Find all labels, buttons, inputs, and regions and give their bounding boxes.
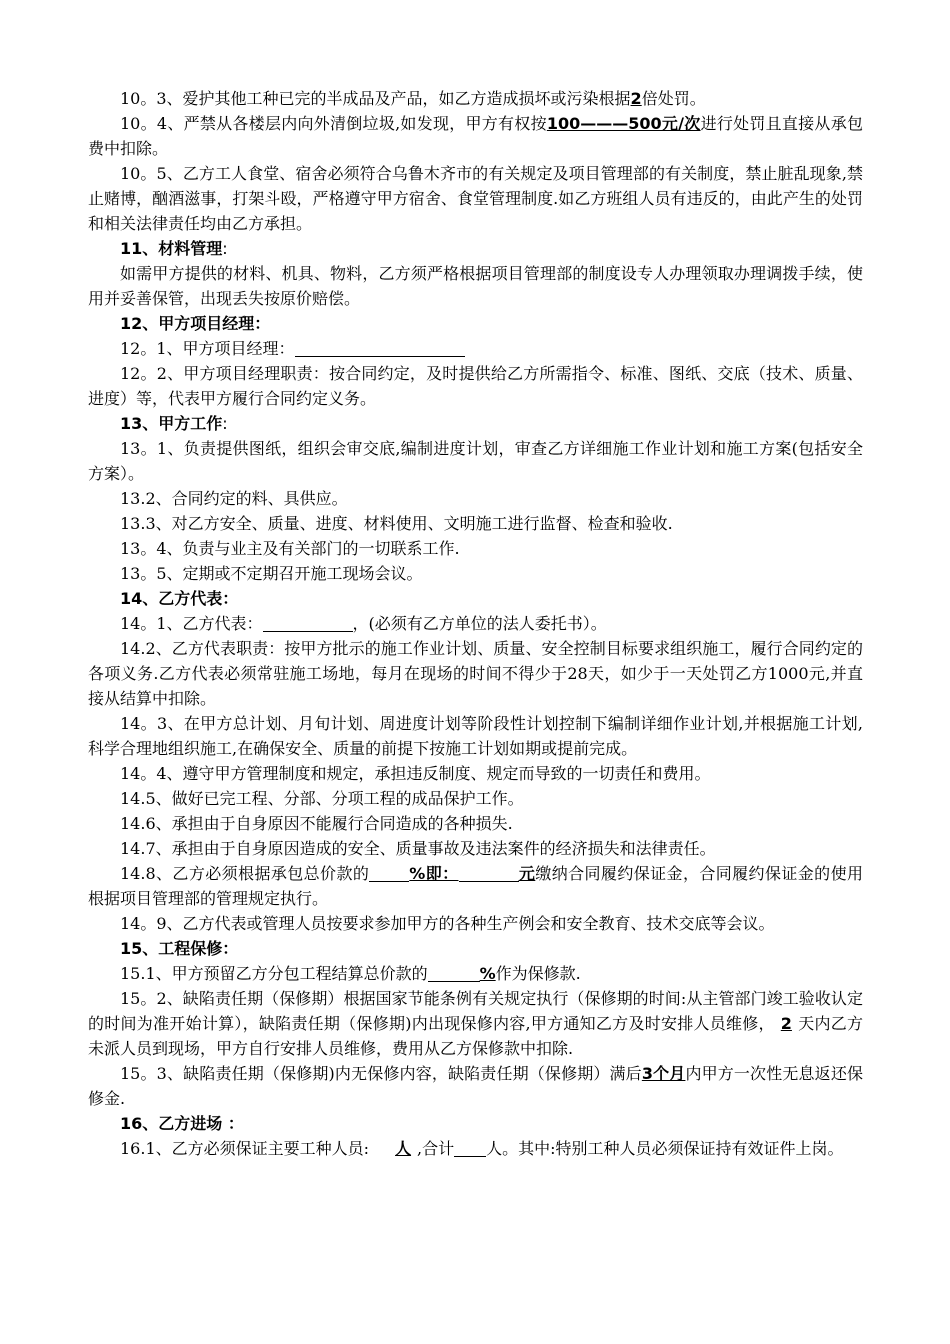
- currency-unit: 元: [518, 864, 536, 883]
- clause-text: 进行处罚且直接从承包费中扣除。: [88, 114, 863, 158]
- clause-text: 15.1、甲方预留乙方分包工程结算总价款的: [120, 964, 428, 983]
- clause-text: 人。其中:特别工种人员必须保证持有效证件上岗。: [486, 1139, 844, 1158]
- clause-text: 16.1、乙方必须保证主要工种人员:: [120, 1139, 370, 1158]
- section-colon: :: [222, 239, 228, 258]
- penalty-multiplier: 2: [630, 89, 642, 108]
- clause-text: 14.8、乙方必须根据承包总价款的: [120, 864, 370, 883]
- clause-text: 15。3、缺陷责任期（保修期)内无保修内容，缺陷责任期（保修期）满后: [120, 1064, 642, 1083]
- contract-body: [88, 86, 863, 1161]
- clause-text: 内甲方一次性无息返还保修金.: [88, 1064, 863, 1108]
- clause-text: 14。1、乙方代表：: [120, 614, 263, 633]
- section-15-heading: 15、工程保修：: [120, 939, 239, 958]
- clause-13-2: 13.2、合同约定的料、具供应。: [120, 489, 348, 508]
- section-13-heading: [88, 411, 863, 436]
- clause-10-5: 10。5、乙方工人食堂、宿舍必须符合乌鲁木齐市的有关规定及项目管理部的有关制度，禁止脏乱现象,禁止赌博，酗酒滋事，打架斗殴，严格遵守甲方宿舍、食堂管理制度.如乙方班组人员有违反的，由此产生的处罚和相关法律责任均由乙方承担。: [88, 164, 863, 233]
- clause-14-4: 14。4、遵守甲方管理制度和规定，承担违反制度、规定而导致的一切责任和费用。: [120, 764, 711, 783]
- section-title: 11、材料管理: [120, 239, 223, 258]
- clause-10-3: [88, 86, 863, 111]
- section-12-heading: 12、甲方项目经理：: [120, 314, 271, 333]
- representative-blank: [263, 613, 353, 632]
- section-title: 13、甲方工作: [120, 414, 223, 433]
- clause-15-3: [88, 1061, 863, 1111]
- clause-text: ，(必须有乙方单位的法人委托书）。: [352, 614, 607, 633]
- clause-13-3: 13.3、对乙方安全、质量、进度、材料使用、文明施工进行监督、检查和验收.: [120, 514, 673, 533]
- clause-14-6: 14.6、承担由于自身原因不能履行合同造成的各种损失.: [120, 814, 513, 833]
- clause-text: 作为保修款.: [495, 964, 581, 983]
- clause-text: 倍处罚。: [641, 89, 706, 108]
- clause-15-2: [88, 986, 863, 1061]
- percent-label: %即：: [409, 864, 459, 883]
- clause-14-9: 14。9、乙方代表或管理人员按要求参加甲方的各种生产例会和安全教育、技术交底等会议。: [120, 914, 775, 933]
- amount-blank: [459, 863, 519, 882]
- clause-text: ,合计: [417, 1139, 455, 1158]
- section-colon: :: [222, 414, 228, 433]
- clause-text: 缴纳合同履约保证金，合同履约保证金的使用根据项目管理部的管理规定执行。: [88, 864, 863, 908]
- retention-percent-blank: [428, 963, 480, 982]
- section-11-heading: [88, 236, 863, 261]
- clause-14-1: [88, 611, 863, 636]
- warranty-return-period: 3个月: [641, 1064, 686, 1083]
- clause-text: 天内乙方未派人员到现场，甲方自行安排人员维修，费用从乙方保修款中扣除.: [88, 1014, 863, 1058]
- clause-14-3: 14。3、在甲方总计划、月旬计划、周进度计划等阶段性计划控制下编制详细作业计划,并根据施工计划,科学合理地组织施工,在确保安全、质量的前提下按施工计划如期或提前完成。: [88, 714, 863, 758]
- repair-days: 2: [780, 1014, 792, 1033]
- percent-label: %: [479, 964, 496, 983]
- section-16-heading: 16、乙方进场 ：: [120, 1114, 244, 1133]
- percent-blank: [369, 863, 409, 882]
- clause-12-2: 12。2、甲方项目经理职责：按合同约定，及时提供给乙方所需指令、标准、图纸、交底（技术、质量、进度）等，代表甲方履行合同约定义务。: [88, 364, 863, 408]
- clause-12-1: [88, 336, 863, 361]
- penalty-range: 100———500元/次: [546, 114, 701, 133]
- clause-14-5: 14.5、做好已完工程、分部、分项工程的成品保护工作。: [120, 789, 524, 808]
- section-14-heading: 14、乙方代表：: [120, 589, 239, 608]
- clause-13-1: 13。1、负责提供图纸，组织会审交底,编制进度计划，审查乙方详细施工作业计划和施工方案(包括安全方案）。: [88, 439, 863, 483]
- workers-unit: 人: [395, 1139, 412, 1158]
- clause-16-1: [88, 1136, 863, 1161]
- clause-13-4: 13。4、负责与业主及有关部门的一切联系工作.: [120, 539, 460, 558]
- clause-text: 10。4、严禁从各楼层内向外清倒垃圾,如发现，甲方有权按: [120, 114, 547, 133]
- clause-10-4: [88, 111, 863, 161]
- clause-14-7: 14.7、承担由于自身原因造成的安全、质量事故及违法案件的经济损失和法律责任。: [120, 839, 716, 858]
- manager-name-blank: [295, 338, 465, 357]
- clause-11-body: 如需甲方提供的材料、机具、物料，乙方须严格根据项目管理部的制度设专人办理领取办理调拨手续，使用并妥善保管，出现丢失按原价赔偿。: [88, 264, 863, 308]
- clause-text: 10。3、爱护其他工种已完的半成品及产品，如乙方造成损坏或污染根据: [120, 89, 631, 108]
- clause-text: 15。2、缺陷责任期（保修期）根据国家节能条例有关规定执行（保修期的时间:从主管部门竣工验收认定的时间为准开始计算），缺陷责任期（保修期)内出现保修内容,甲方通知乙方及时安排人员维修，: [88, 989, 863, 1033]
- clause-14-8: [88, 861, 863, 911]
- clause-13-5: 13。5、定期或不定期召开施工现场会议。: [120, 564, 423, 583]
- clause-14-2: 14.2、乙方代表职责：按甲方批示的施工作业计划、质量、安全控制目标要求组织施工，履行合同约定的各项义务.乙方代表必须常驻施工场地，每月在现场的时间不得少于28天，如少于一天处罚乙方1000元,并直接从结算中扣除。: [88, 639, 863, 708]
- clause-15-1: [88, 961, 863, 986]
- total-workers-blank: [454, 1138, 486, 1157]
- clause-text: 12。1、甲方项目经理：: [120, 339, 295, 358]
